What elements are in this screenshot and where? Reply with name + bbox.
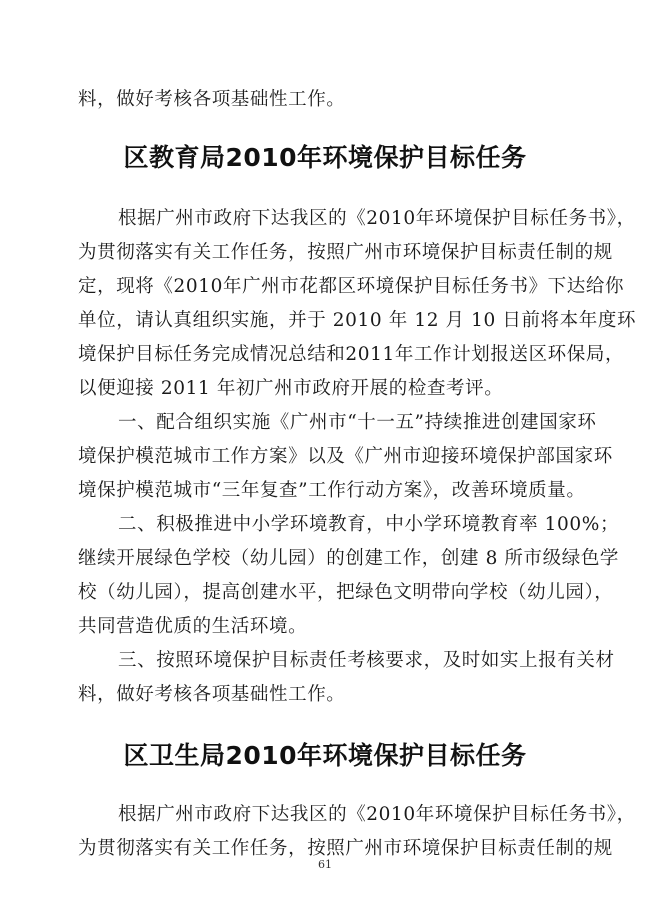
section-title-health-bureau: 区卫生局2010年环境保护目标任务 xyxy=(123,741,527,770)
paragraph-line: 定，现将《2010年广州市花都区环境保护目标任务书》下达给你 xyxy=(78,276,625,297)
page-number: 61 xyxy=(318,858,332,871)
paragraph-line: 三、按照环境保护目标责任考核要求，及时如实上报有关材 xyxy=(118,650,615,671)
paragraph-line: 为贯彻落实有关工作任务，按照广州市环境保护目标责任制的规 xyxy=(78,838,613,859)
paragraph-line: 单位，请认真组织实施，并于 2010 年 12 月 10 日前将本年度环 xyxy=(78,310,637,331)
paragraph-line: 境保护模范城市工作方案》以及《广州市迎接环境保护部国家环 xyxy=(78,446,613,467)
paragraph-line: 继续开展绿色学校（幼儿园）的创建工作，创建 8 所市级绿色学 xyxy=(78,548,620,569)
paragraph-line: 境保护模范城市“三年复查”工作行动方案》，改善环境质量。 xyxy=(78,480,586,501)
paragraph-line: 为贯彻落实有关工作任务，按照广州市环境保护目标责任制的规 xyxy=(78,242,613,263)
paragraph-line: 根据广州市政府下达我区的《2010年环境保护目标任务书》， xyxy=(118,804,636,825)
section-title-education-bureau: 区教育局2010年环境保护目标任务 xyxy=(123,143,527,172)
paragraph-line: 共同营造优质的生活环境。 xyxy=(78,616,308,637)
paragraph-line: 境保护目标任务完成情况总结和2011年工作计划报送区环保局， xyxy=(78,344,625,365)
paragraph-line: 料，做好考核各项基础性工作。 xyxy=(78,684,346,705)
paragraph-line: 根据广州市政府下达我区的《2010年环境保护目标任务书》， xyxy=(118,208,636,229)
continued-paragraph-line: 料，做好考核各项基础性工作。 xyxy=(78,89,346,110)
paragraph-line: 二、积极推进中小学环境教育，中小学环境教育率 100%； xyxy=(118,514,620,535)
paragraph-line: 以便迎接 2011 年初广州市政府开展的检查考评。 xyxy=(78,378,504,399)
paragraph-line: 校（幼儿园），提高创建水平，把绿色文明带向学校（幼儿园）， xyxy=(78,582,614,603)
paragraph-line: 一、配合组织实施《广州市“十一五”持续推进创建国家环 xyxy=(118,412,597,433)
